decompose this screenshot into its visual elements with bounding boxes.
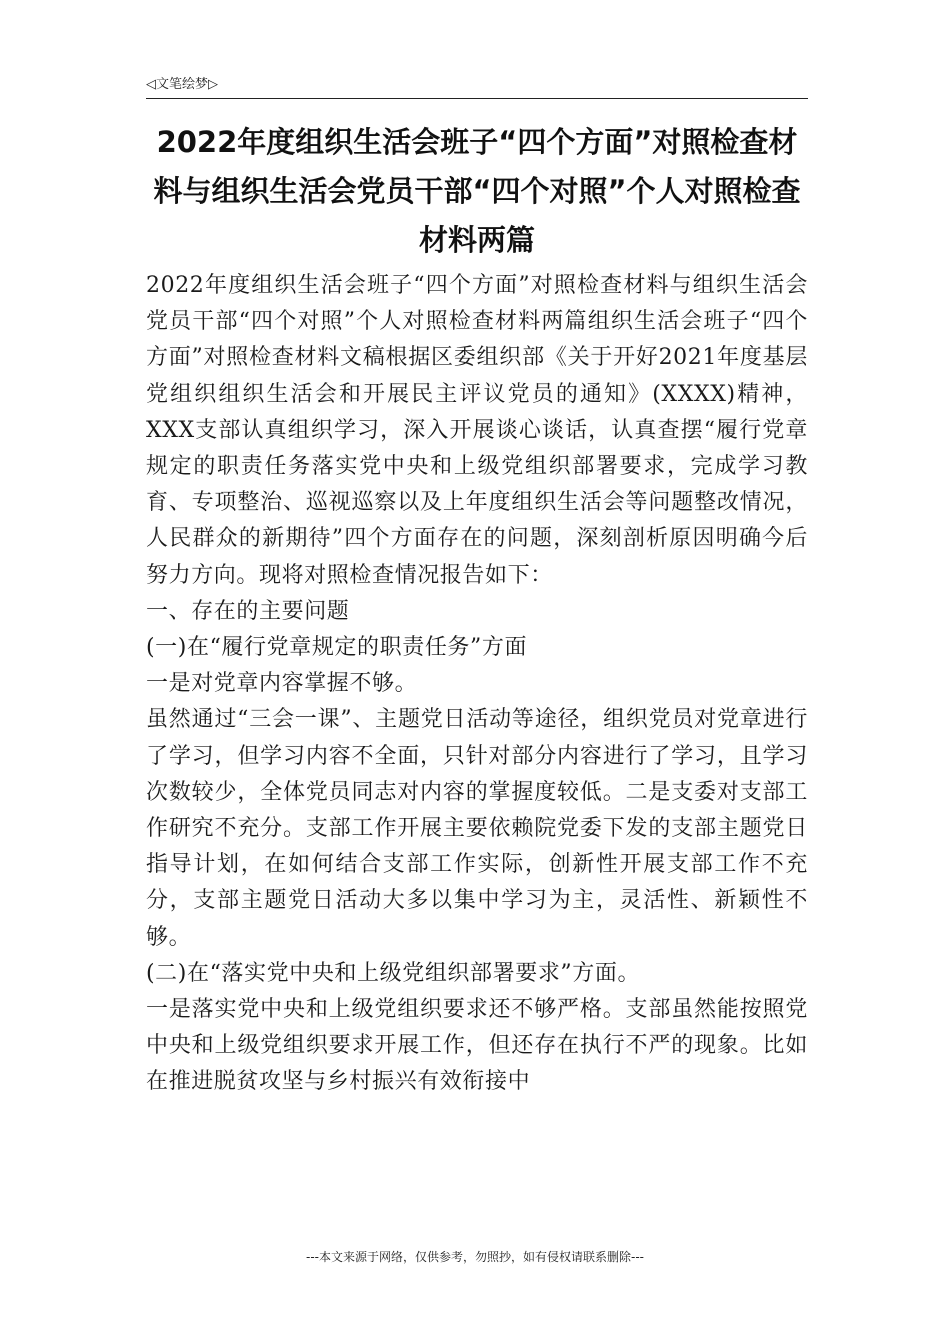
page-footer: ---本文来源于网络，仅供参考，勿照抄，如有侵权请联系删除--- bbox=[306, 1250, 644, 1264]
paragraph: 一是对党章内容掌握不够。 bbox=[146, 671, 418, 697]
subsection-heading: (一)在“履行党章规定的职责任务”方面 bbox=[146, 635, 528, 661]
section-heading: 一、存在的主要问题 bbox=[146, 598, 350, 624]
paragraph: 虽然通过“三会一课”、主题党日活动等途径，组织党员对党章进行了学习，但学习内容不全面，只针对部分内容进行了学习，且学习次数较少，全体党员同志对内容的掌握度较低。二是支委对支部工作研究不充分。支部工作开展主要依赖院党委下发的支部主题党日指导计划，在如何结合支部工作实际，创新性开展支部工作不充分，支部主题党日活动大多以集中学习为主，灵活性、新颖性不够。 bbox=[146, 707, 808, 950]
header-brand: ◁文笔绘梦▷ bbox=[146, 77, 218, 92]
subsection-heading: (二)在“落实党中央和上级党组织部署要求”方面。 bbox=[146, 960, 641, 986]
document-body bbox=[146, 268, 808, 1101]
paragraph: 一是落实党中央和上级党组织要求还不够严格。支部虽然能按照党中央和上级党组织要求开展工作，但还存在执行不严的现象。比如在推进脱贫攻坚与乡村振兴有效衔接中 bbox=[146, 997, 808, 1095]
paragraph-intro: 2022年度组织生活会班子“四个方面”对照检查材料与组织生活会党员干部“四个对照”个人对照检查材料两篇组织生活会班子“四个方面”对照检查材料文稿根据区委组织部《关于开好2021年度基层党组织组织生活会和开展民主评议党员的通知》(XXXX)精神，XXX支部认真组织学习，深入开展谈心谈话，认真查摆“履行党章规定的职责任务落实党中央和上级党组织部署要求，完成学习教育、专项整治、巡视巡察以及上年度组织生活会等问题整改情况，人民群众的新期待”四个方面存在的问题，深刻剖析原因明确今后努力方向。现将对照检查情况报告如下： bbox=[146, 273, 808, 588]
document-title: 2022年度组织生活会班子“四个方面”对照检查材料与组织生活会党员干部“四个对照”个人对照检查材料两篇 bbox=[153, 125, 801, 257]
page-header bbox=[146, 76, 808, 99]
